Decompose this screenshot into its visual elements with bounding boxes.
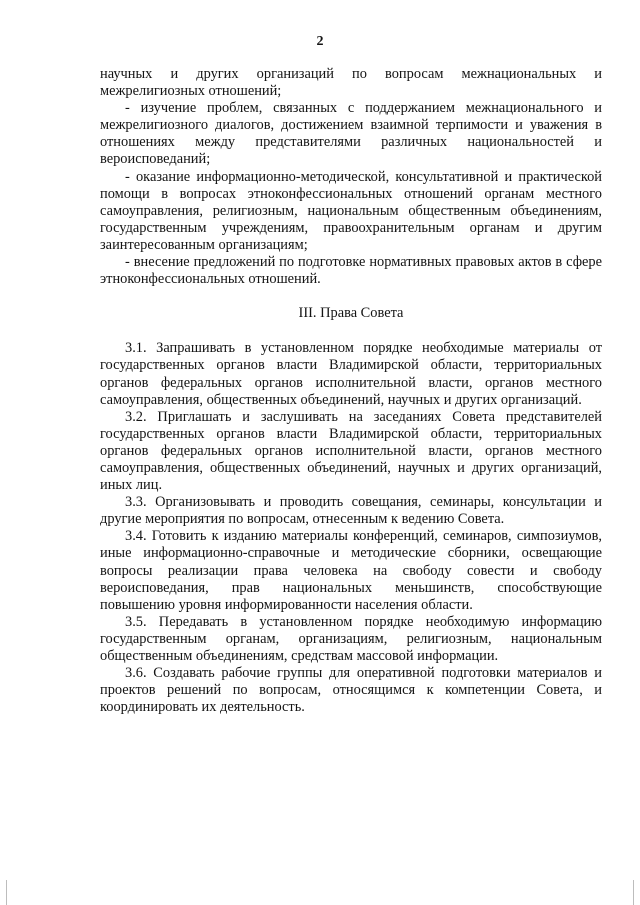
document-body [100, 66, 602, 716]
intro-fragment: научных и других организаций по вопросам межнациональных и межрелигиозных отношений; [100, 66, 602, 100]
rights-item-3-2: 3.2. Приглашать и заслушивать на заседаниях Совета представителей государственных органов власти Владимирской области, территориальных органов федеральных органов исполнительной власти, органов местного самоуправления, общественных объединений, научных и других организаций, иных лиц. [100, 408, 602, 494]
bullet-item-3: - внесение предложений по подготовке нормативных правовых актов в сфере этноконфессиональных отношений. [100, 254, 602, 288]
rights-item-3-1: 3.1. Запрашивать в установленном порядке необходимые материалы от государственных органов власти Владимирской области, территориальных органов федеральных органов исполнительной власти, органов местного самоуправления, общественных объединений, научных и других организаций. [100, 340, 602, 408]
rights-item-3-3: 3.3. Организовывать и проводить совещания, семинары, консультации и другие мероприятия по вопросам, отнесенным к ведению Совета. [100, 494, 602, 528]
page-number: 2 [316, 34, 324, 49]
rights-item-3-6: 3.6. Создавать рабочие группы для оперативной подготовки материалов и проектов решений по вопросам, относящимся к компетенции Совета, и координировать их деятельность. [100, 665, 602, 716]
rights-item-3-5: 3.5. Передавать в установленном порядке необходимую информацию государственным органам, организациям, религиозным, национальным общественным объединениям, средствам массовой информации. [100, 613, 602, 664]
bullet-item-2: - оказание информационно-методической, консультативной и практической помощи в вопросах этноконфессиональных отношений органам местного самоуправления, религиозным, национальным общественным объединениям, государственным учреждениям, правоохранительным органам и другим заинтересованным организациям; [100, 168, 602, 253]
section-heading: III. Права Совета [298, 305, 404, 322]
scan-edge-left [6, 880, 7, 905]
rights-item-3-4: 3.4. Готовить к изданию материалы конференций, семинаров, симпозиумов, иные информационно-справочные и методические сборники, освещающие вопросы реализации права человека на свободу совести и свободу вероисповедания, прав национальных меньшинств, способствующие повышению уровня информированности населения области. [100, 528, 602, 613]
bullet-item-1: - изучение проблем, связанных с поддержанием межнационального и межрелигиозного диалогов, достижением взаимной терпимости и уважения в отношениях между представителями различных национальностей и вероисповеданий; [100, 100, 602, 168]
scan-edge-right [633, 880, 634, 905]
